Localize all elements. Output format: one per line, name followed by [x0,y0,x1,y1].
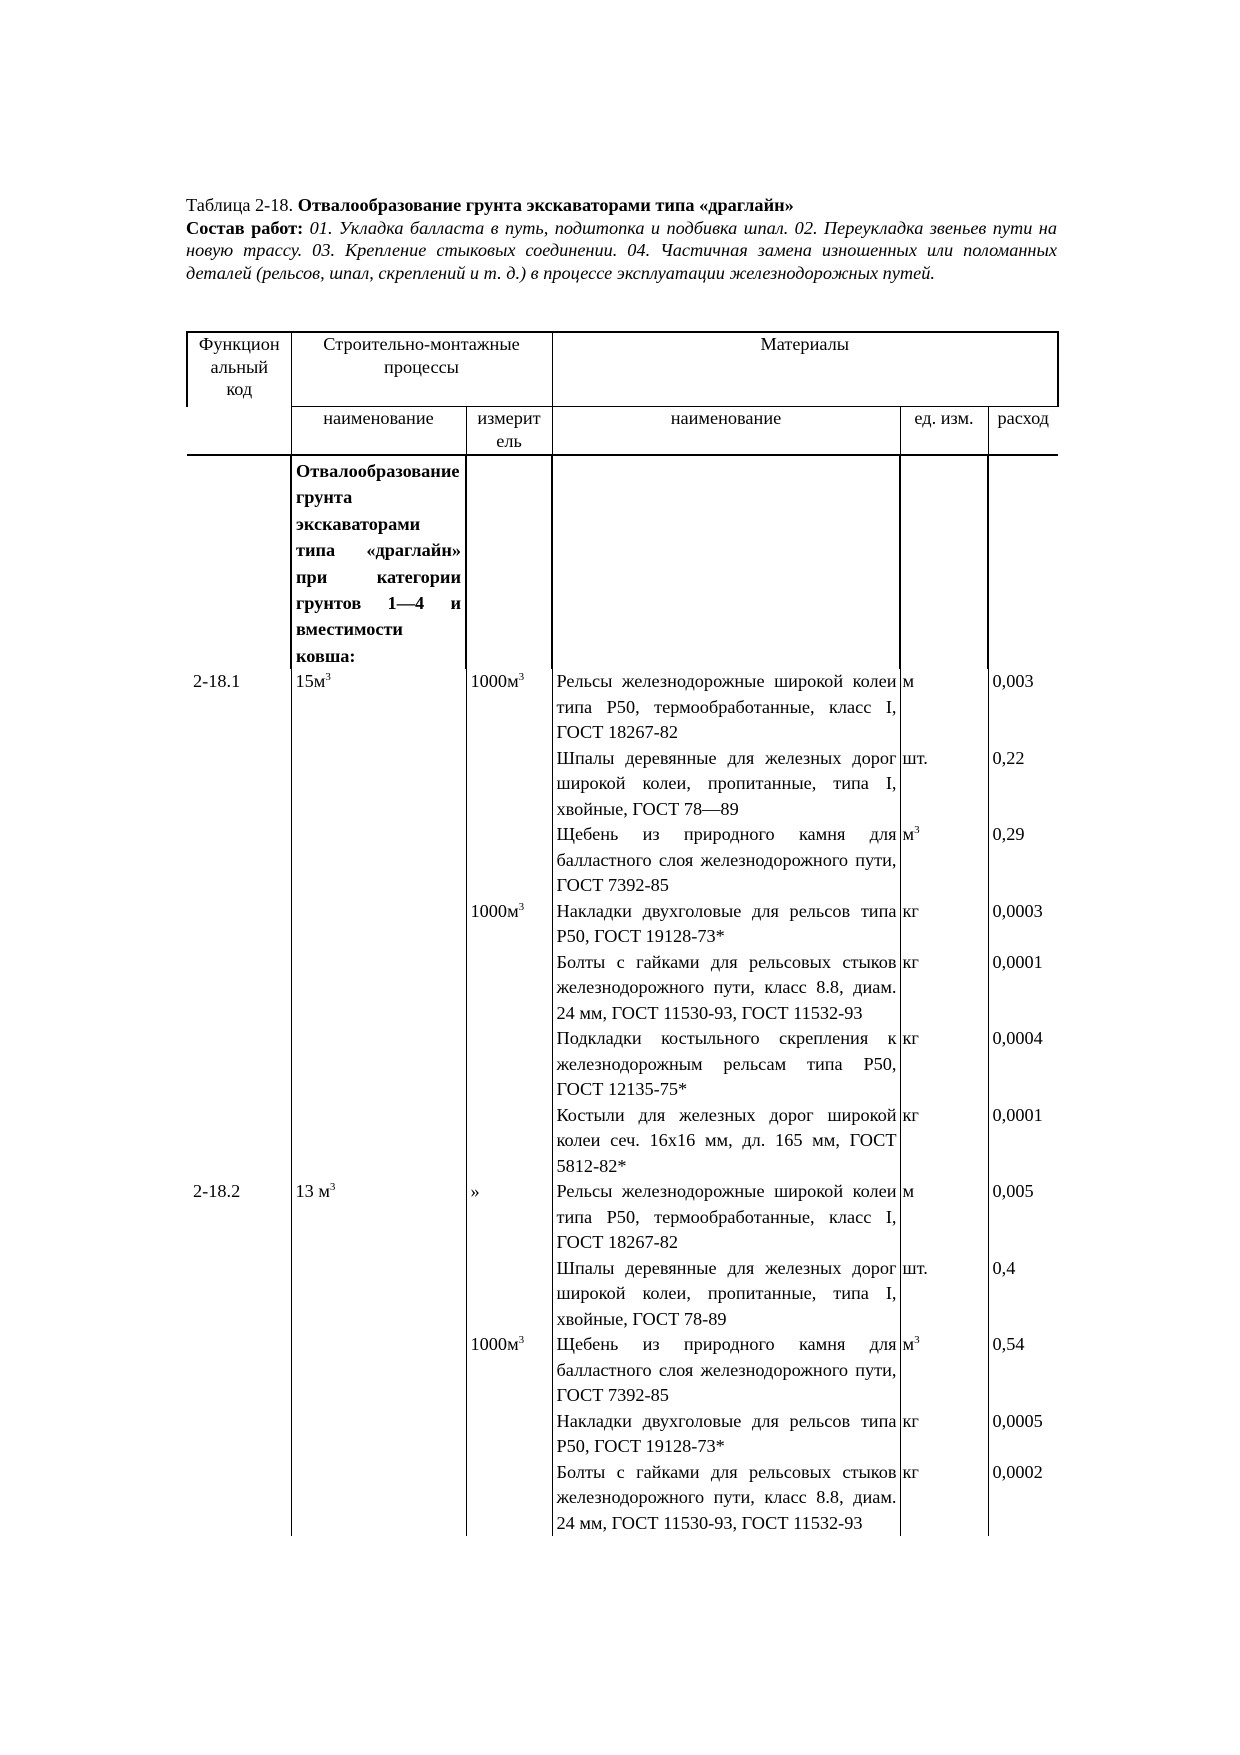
table-body [187,669,1058,1536]
section-rate-empty [988,455,1058,669]
unit-label: шт. [902,747,928,768]
code-cell [187,1460,291,1537]
unit-label: кг [902,1028,919,1049]
process-cell [291,1179,466,1256]
unit-label: кг [902,1410,919,1431]
unit-label: кг [902,951,919,972]
measure-sup: 3 [518,900,525,913]
material-name-cell: Болты с гайками для рельсовых стыков железнодорожного пути, класс 8.8, диам. 24 мм, ГОСТ 11530-93, ГОСТ 11532-93 [552,1460,900,1537]
table-row [187,746,1058,823]
work-composition [186,217,1057,285]
material-rate-cell: 0,29 [988,822,1058,899]
composition-label: Состав работ: [186,217,304,238]
code-cell [187,1026,291,1103]
table-row [187,1103,1058,1180]
measure-cell [466,1026,552,1103]
material-name-cell: Шпалы деревянные для железных дорог широкой колеи, пропитанные, типа I, хвойные, ГОСТ 78-89 [552,1256,900,1333]
material-rate-cell: 0,0005 [988,1409,1058,1460]
functional-code: 2-18.2 [193,1181,241,1202]
process-measure: 1000м [470,900,519,921]
code-cell [187,1409,291,1460]
table-row [187,822,1058,899]
unit-label: кг [902,1461,919,1482]
measure-cell [466,950,552,1027]
composition-text: 01. Укладка балласта в путь, подштопка и подбивка шпал. 02. Переукладка звеньев пути на новую трассу. 03. Крепление стыковых соединении. 04. Частичная замена изношенных или поломанных деталей (рельсов, шпал, скреплений и т. д.) в процессе эксплуатации железнодорожных путей. [186,217,1057,283]
measure-sup: 3 [518,671,525,684]
material-rate-cell: 0,0002 [988,1460,1058,1537]
measure-cell [466,1103,552,1180]
material-unit-cell [900,950,988,1027]
table-row [187,669,1058,746]
measure-cell [466,822,552,899]
process-cell [291,950,466,1027]
unit-label: м [902,671,915,692]
process-name: 13 м [295,1181,330,1202]
table-row [187,1460,1058,1537]
process-cell [291,1256,466,1333]
material-rate-cell: 0,0001 [988,1103,1058,1180]
process-measure: 1000м [470,1334,519,1355]
process-cell [291,1332,466,1409]
process-cell [291,899,466,950]
measure-cell [466,746,552,823]
process-cell [291,1103,466,1180]
header-material-unit: ед. изм. [900,407,988,456]
table-row [187,950,1058,1027]
material-unit-cell [900,1409,988,1460]
header-process-measure [466,407,552,456]
header-row-top [187,332,1058,407]
material-name-cell: Накладки двухголовые для рельсов типа Р50, ГОСТ 19128-73* [552,1409,900,1460]
process-cell [291,822,466,899]
section-unit-empty [900,455,988,669]
header-process-name: наименование [291,407,466,456]
material-name-cell: Костыли для железных дорог широкой колеи сеч. 16x16 мм, дл. 165 мм, ГОСТ 5812-82* [552,1103,900,1180]
code-cell [187,1256,291,1333]
material-unit-cell [900,1332,988,1409]
material-rate-cell: 0,22 [988,746,1058,823]
material-name-cell: Рельсы железнодорожные широкой колеи типа Р50, термообработанные, класс I, ГОСТ 18267-82 [552,1179,900,1256]
material-rate-cell: 0,0004 [988,1026,1058,1103]
material-unit-cell [900,669,988,746]
measure-cell [466,1332,552,1409]
table-row [187,1332,1058,1409]
section-title: Отвалообразование грунта экскаваторами типа «драглайн» при категории грунтов 1—4 и вместимости ковша: [291,455,466,669]
header-materials: Материалы [552,332,1058,407]
section-measure-empty [466,455,552,669]
table-label: Таблица 2-18. [186,195,294,215]
unit-label: шт. [902,1257,928,1278]
material-rate-cell: 0,0003 [988,899,1058,950]
material-name-cell: Щебень из природного камня для балластного слоя железнодорожного пути, ГОСТ 7392-85 [552,822,900,899]
header-measure-line: ель [496,430,522,451]
section-row [187,455,1058,669]
section-code-empty [187,455,291,669]
measure-cell [466,1179,552,1256]
material-unit-cell [900,1460,988,1537]
process-cell [291,1026,466,1103]
header-code-line: альный [210,356,269,377]
material-rate-cell: 0,005 [988,1179,1058,1256]
material-rate-cell: 0,54 [988,1332,1058,1409]
material-unit-cell [900,1256,988,1333]
unit-label: кг [902,900,919,921]
header-code-empty [187,407,291,456]
table-row [187,1409,1058,1460]
unit-label: м [902,824,915,845]
header-processes: Строительно-монтажные процессы [291,332,552,407]
unit-label: м [902,1334,915,1355]
measure-cell [466,1409,552,1460]
table-row [187,1179,1058,1256]
material-unit-cell [900,746,988,823]
code-cell [187,1332,291,1409]
code-cell [187,822,291,899]
header-material-rate: расход [988,407,1058,456]
process-cell [291,669,466,746]
material-name-cell: Подкладки костыльного скрепления к железнодорожным рельсам типа Р50, ГОСТ 12135-75* [552,1026,900,1103]
material-rate-cell: 0,4 [988,1256,1058,1333]
unit-label: м [902,1181,915,1202]
table-title: Отвалообразование грунта экскаваторами типа «драглайн» [297,195,794,215]
code-cell [187,950,291,1027]
material-unit-cell [900,822,988,899]
measure-cell [466,669,552,746]
code-cell [187,746,291,823]
process-cell [291,1460,466,1537]
process-sup: 3 [325,671,331,684]
caption-title-line [186,194,1057,217]
header-material-name: наименование [552,407,900,456]
table-row [187,899,1058,950]
material-unit-cell [900,1179,988,1256]
material-unit-cell [900,1103,988,1180]
process-cell [291,1409,466,1460]
process-cell [291,746,466,823]
material-unit-cell [900,1026,988,1103]
materials-table [186,331,1059,1536]
process-measure: » [470,1181,480,1202]
table-row [187,1026,1058,1103]
material-name-cell: Щебень из природного камня для балластного слоя железнодорожного пути, ГОСТ 7392-85 [552,1332,900,1409]
code-cell [187,1179,291,1256]
unit-sup: 3 [914,1334,920,1347]
material-rate-cell: 0,003 [988,669,1058,746]
measure-cell [466,899,552,950]
header-code-line: Функцион [198,334,280,354]
material-name-cell: Рельсы железнодорожные широкой колеи типа Р50, термообработанные, класс I, ГОСТ 18267-82 [552,669,900,746]
code-cell [187,669,291,746]
measure-cell [466,1256,552,1333]
unit-label: кг [902,1104,919,1125]
measure-cell [466,1460,552,1537]
material-name-cell: Шпалы деревянные для железных дорог широкой колеи, пропитанные, типа I, хвойные, ГОСТ 78—89 [552,746,900,823]
table-row [187,1256,1058,1333]
process-name: 15м [295,671,326,692]
header-functional-code [187,332,291,407]
process-sup: 3 [329,1181,336,1194]
header-measure-line: измерит [477,408,541,428]
process-measure: 1000м [470,671,519,692]
table-caption [186,194,1057,284]
unit-sup: 3 [914,824,920,837]
functional-code: 2-18.1 [193,671,241,692]
header-row-sub [187,407,1058,456]
code-cell [187,899,291,950]
material-name-cell: Накладки двухголовые для рельсов типа Р50, ГОСТ 19128-73* [552,899,900,950]
header-code-line: код [226,379,253,399]
material-rate-cell: 0,0001 [988,950,1058,1027]
measure-sup: 3 [518,1334,525,1347]
section-material-empty [552,455,900,669]
material-unit-cell [900,899,988,950]
material-name-cell: Болты с гайками для рельсовых стыков железнодорожного пути, класс 8.8, диам. 24 мм, ГОСТ 11530-93, ГОСТ 11532-93 [552,950,900,1027]
code-cell [187,1103,291,1180]
